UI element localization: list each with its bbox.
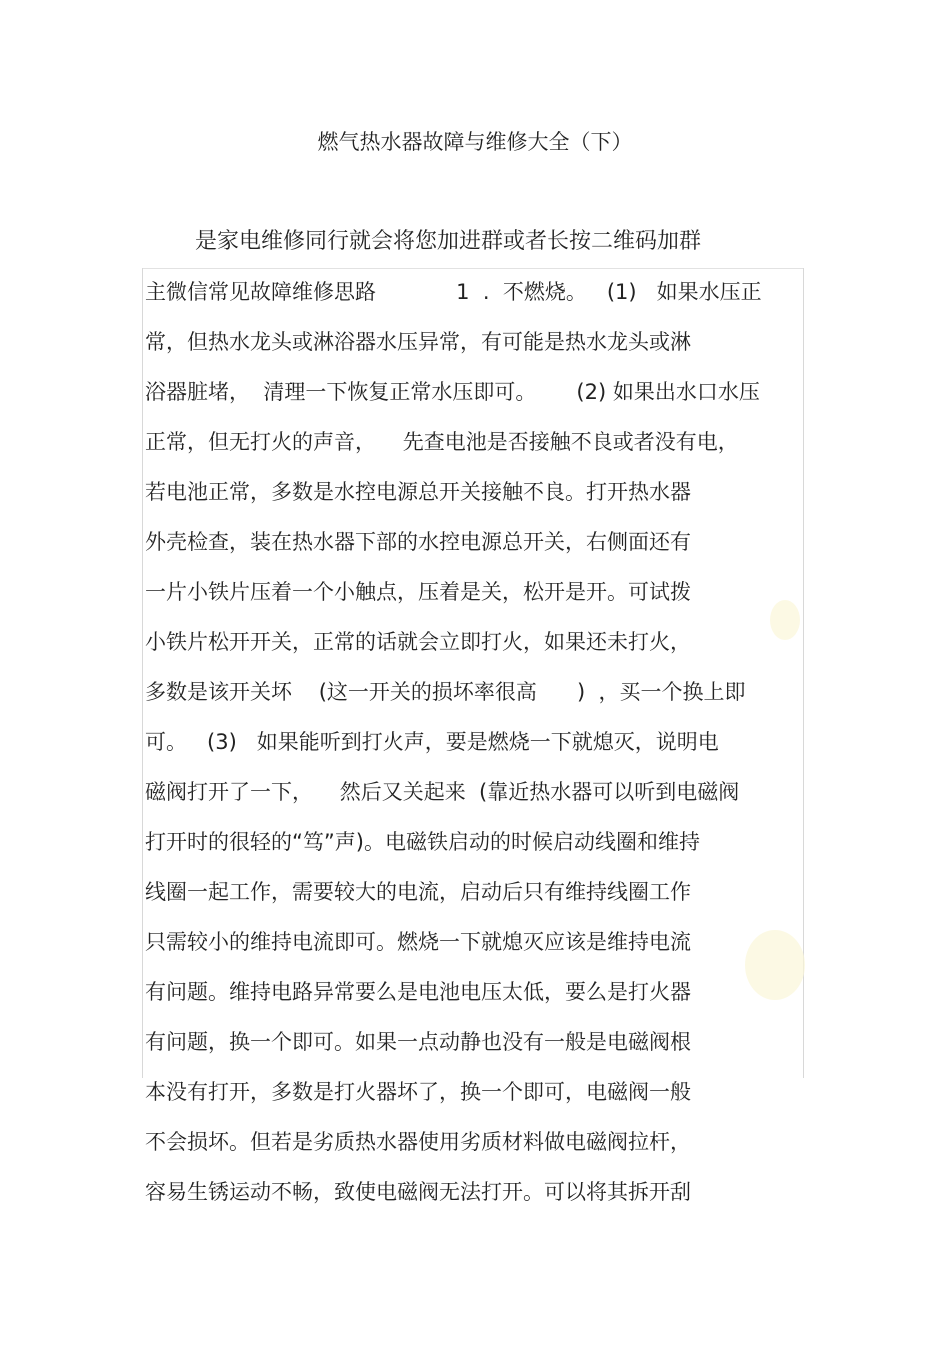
- body-line: 只需较小的维持电流即可。燃烧一下就熄灭应该是维持电流: [145, 930, 691, 954]
- body-line: 可。 (3) 如果能听到打火声，要是燃烧一下就熄灭，说明电: [145, 730, 719, 754]
- body-line: 线圈一起工作，需要较大的电流，启动后只有维持线圈工作: [145, 880, 691, 904]
- frame-border-top: [142, 268, 804, 269]
- body-line: 小铁片松开开关，正常的话就会立即打火，如果还未打火，: [145, 630, 691, 654]
- body-line: 浴器脏堵， 清理一下恢复正常水压即可。 (2) 如果出水口水压: [145, 380, 760, 404]
- body-line: 若电池正常，多数是水控电源总开关接触不良。打开热水器: [145, 480, 691, 504]
- body-line: 有问题，换一个即可。如果一点动静也没有一般是电磁阀根: [145, 1030, 691, 1054]
- body-line: 多数是该开关坏 (这一开关的损坏率很高 ) ，买一个换上即: [145, 680, 746, 704]
- body-line: 容易生锈运动不畅，致使电磁阀无法打开。可以将其拆开刮: [145, 1180, 691, 1204]
- document-subtitle: 是家电维修同行就会将您加进群或者长按二维码加群: [195, 229, 702, 254]
- body-line: 有问题。维持电路异常要么是电池电压太低，要么是打火器: [145, 980, 691, 1004]
- document-title: 燃气热水器故障与维修大全（下）: [317, 130, 633, 154]
- body-line: 常，但热水龙头或淋浴器水压异常，有可能是热水龙头或淋: [145, 330, 691, 354]
- body-line: 不会损坏。但若是劣质热水器使用劣质材料做电磁阀拉杆，: [145, 1130, 691, 1154]
- body-line: 一片小铁片压着一个小触点，压着是关，松开是开。可试拨: [145, 580, 691, 604]
- body-line: 本没有打开，多数是打火器坏了，换一个即可，电磁阀一般: [145, 1080, 691, 1104]
- body-line: 打开时的很轻的“笃”声)。电磁铁启动的时候启动线圈和维持: [145, 830, 700, 854]
- frame-border-left: [142, 268, 143, 1078]
- body-line: 外壳检查，装在热水器下部的水控电源总开关，右侧面还有: [145, 530, 691, 554]
- body-line: 正常，但无打火的声音， 先查电池是否接触不良或者没有电，: [145, 430, 739, 454]
- body-line: 主微信常见故障维修思路 1 . 不燃烧。 (1) 如果水压正: [145, 280, 762, 304]
- body-text: [145, 272, 800, 1222]
- body-line: 磁阀打开了一下， 然后又关起来 (靠近热水器可以听到电磁阀: [145, 780, 740, 804]
